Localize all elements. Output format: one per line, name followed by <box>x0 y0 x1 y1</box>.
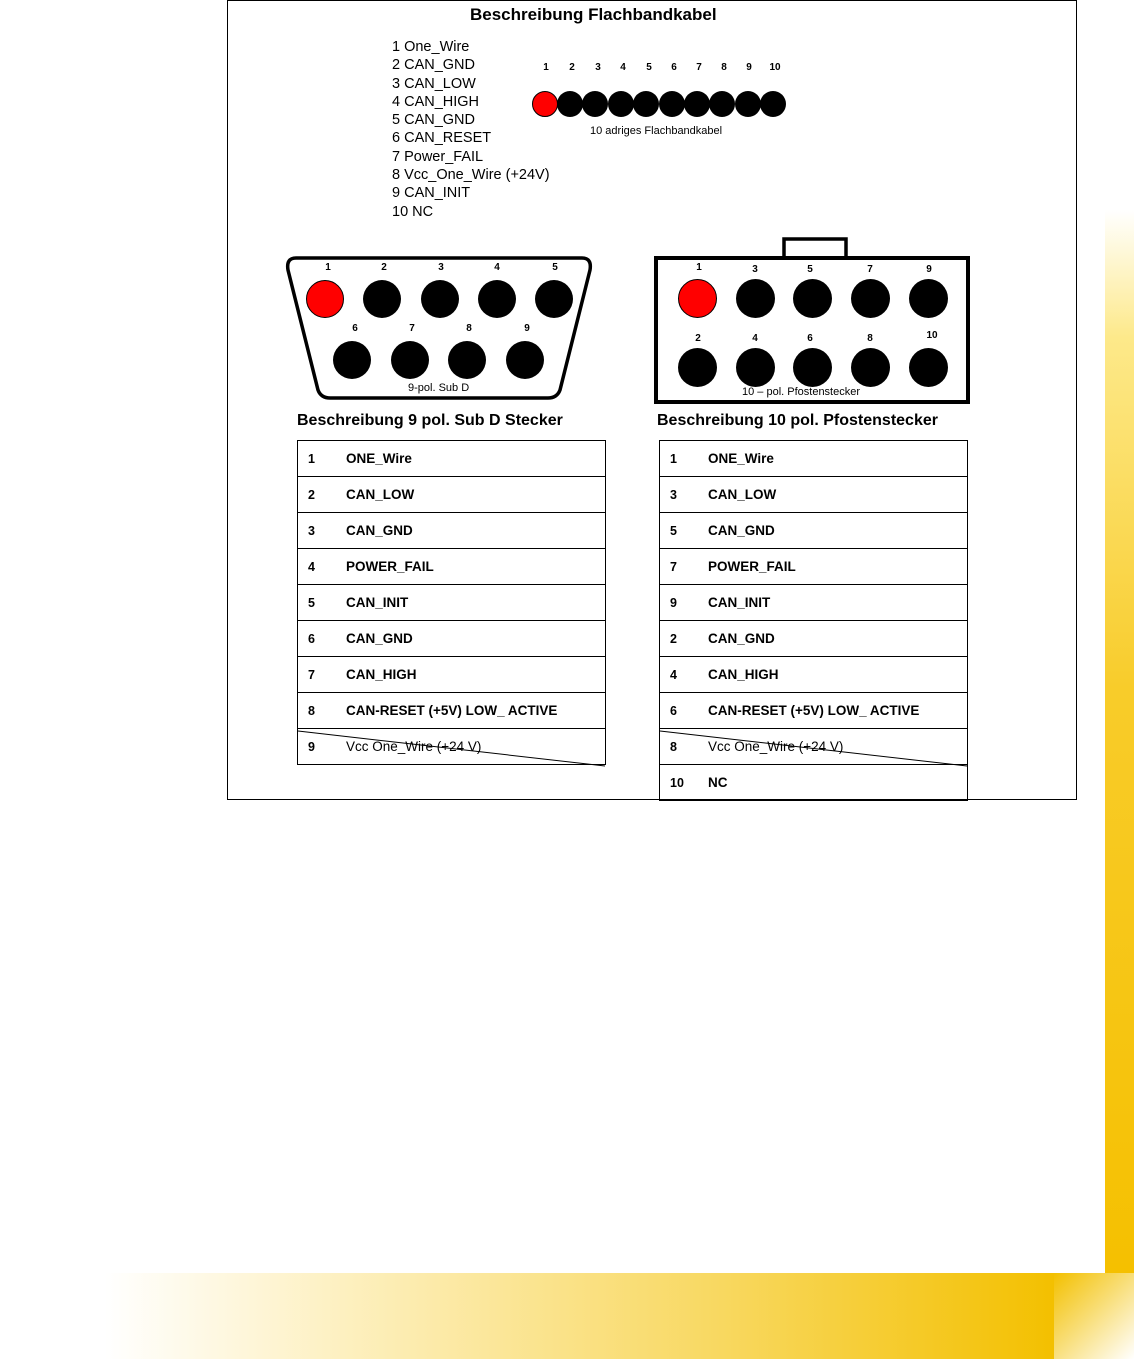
pin-number-cell: 10 <box>660 765 691 801</box>
subd-pin <box>478 280 516 318</box>
subd-pin-number: 5 <box>552 262 558 273</box>
subd-strike-line <box>297 730 606 767</box>
table-row <box>660 621 968 657</box>
pfosten-heading: Beschreibung 10 pol. Pfostenstecker <box>657 412 938 429</box>
ribbon-pin <box>557 91 583 117</box>
pin-number-cell: 2 <box>298 477 329 513</box>
pin-number-cell: 3 <box>298 513 329 549</box>
table-row <box>660 657 968 693</box>
ribbon-pin-number: 7 <box>696 62 702 73</box>
pin-number-cell: 1 <box>298 441 329 477</box>
signal-cell <box>690 693 968 729</box>
pin-number-cell: 5 <box>660 513 691 549</box>
ribbon-pin-list-item: 6 CAN_RESET <box>392 130 492 147</box>
signal-cell: CAN_GND <box>328 621 606 657</box>
pin-number-cell: 7 <box>298 657 329 693</box>
ribbon-pin <box>608 91 634 117</box>
subd-connector-label: 9-pol. Sub D <box>408 382 470 394</box>
subd-pin-number: 2 <box>381 262 387 273</box>
subd-pin-number: 9 <box>524 323 530 334</box>
signal-cell: CAN_GND <box>690 621 968 657</box>
table-row <box>660 441 968 477</box>
pin-number-cell: 4 <box>298 549 329 585</box>
table-row <box>298 585 606 621</box>
ribbon-pin-number: 6 <box>671 62 677 73</box>
pin-number-cell: 9 <box>660 585 691 621</box>
pin-number-cell: 6 <box>298 621 329 657</box>
pfosten-pin-number: 3 <box>752 264 758 275</box>
subd-pin <box>363 280 401 318</box>
subd-pin-number: 3 <box>438 262 444 273</box>
pfosten-pin <box>851 348 890 387</box>
subd-pin <box>333 341 371 379</box>
ribbon-cable-label: 10 adriges Flachbandkabel <box>590 125 723 137</box>
table-row <box>660 765 968 801</box>
subd-pin <box>506 341 544 379</box>
pin-number-cell: 2 <box>660 621 691 657</box>
pfosten-pin-number: 5 <box>807 264 813 275</box>
pfosten-pin <box>793 279 832 318</box>
ribbon-pin-number: 9 <box>746 62 752 73</box>
ribbon-pin-list-item: 4 CAN_HIGH <box>392 93 480 110</box>
pfosten-pin-number: 6 <box>807 333 813 344</box>
pfosten-pin <box>736 279 775 318</box>
signal-cell: Vcc One_Wire (+24 V) <box>328 729 606 765</box>
ribbon-pin <box>659 91 685 117</box>
signal-text: CAN-RESET <box>708 703 787 718</box>
subd-pin <box>448 341 486 379</box>
signal-cell: NC <box>690 765 968 801</box>
pin-number-cell: 1 <box>660 441 691 477</box>
ribbon-pin <box>582 91 608 117</box>
ribbon-pin-list <box>392 38 550 221</box>
table-row <box>660 513 968 549</box>
signal-cell: CAN_INIT <box>690 585 968 621</box>
pin-number-cell: 5 <box>298 585 329 621</box>
table-row <box>298 621 606 657</box>
subd-pin-number: 6 <box>352 323 358 334</box>
table-row <box>660 549 968 585</box>
pfosten-pin <box>909 348 948 387</box>
pin-number-cell: 9 <box>298 729 329 765</box>
table-row <box>660 585 968 621</box>
pfosten-pin <box>909 279 948 318</box>
ribbon-pin-list-item: 2 CAN_GND <box>392 57 475 74</box>
signal-cell: POWER_FAIL <box>328 549 606 585</box>
ribbon-pin-list-item: 8 Vcc_One_Wire (+24V) <box>392 167 550 184</box>
ribbon-pin <box>633 91 659 117</box>
signal-extra-text: (+5V) LOW_ ACTIVE <box>790 703 920 718</box>
table-row <box>298 693 606 729</box>
pfosten-pin-number: 1 <box>696 262 702 273</box>
pfosten-connector-label: 10 – pol. Pfostenstecker <box>742 386 861 398</box>
signal-cell: CAN_HIGH <box>690 657 968 693</box>
pfosten-pin-number: 7 <box>867 264 873 275</box>
pfosten-pin-number: 9 <box>926 264 932 275</box>
table-row <box>298 513 606 549</box>
yellow-gradient-bottom <box>105 1273 1054 1359</box>
table-row <box>298 657 606 693</box>
table-row <box>298 549 606 585</box>
signal-cell: CAN_GND <box>690 513 968 549</box>
table-row <box>298 477 606 513</box>
subd-pin <box>535 280 573 318</box>
subd-pin-1-red <box>306 280 344 318</box>
subd-pin-number: 7 <box>409 323 415 334</box>
subd-pin <box>421 280 459 318</box>
yellow-gradient-right <box>1105 210 1134 1273</box>
signal-cell: CAN_INIT <box>328 585 606 621</box>
pfosten-pin-number: 2 <box>695 333 701 344</box>
table-row <box>298 441 606 477</box>
ribbon-pin <box>684 91 710 117</box>
pin-number-cell: 7 <box>660 549 691 585</box>
subd-pin-table <box>297 440 606 765</box>
ribbon-pin-number: 2 <box>569 62 575 73</box>
pfosten-pin <box>851 279 890 318</box>
signal-cell: ONE_Wire <box>690 441 968 477</box>
ribbon-pin-list-item: 9 CAN_INIT <box>392 185 471 202</box>
signal-cell: Vcc One_Wire (+24 V) <box>690 729 968 765</box>
ribbon-pin-list-item: 3 CAN_LOW <box>392 75 476 92</box>
subd-pin-number: 1 <box>325 262 331 273</box>
signal-cell: CAN_LOW <box>328 477 606 513</box>
ribbon-pin-list-item: 7 Power_FAIL <box>392 148 484 165</box>
subd-pin <box>391 341 429 379</box>
pfosten-pin <box>678 348 717 387</box>
yellow-gradient-corner <box>1054 1273 1134 1359</box>
pfosten-pin <box>736 348 775 387</box>
ribbon-pin-number: 1 <box>543 62 549 73</box>
ribbon-pin-number: 4 <box>620 62 626 73</box>
subd-heading: Beschreibung 9 pol. Sub D Stecker <box>297 412 563 429</box>
signal-cell: CAN_HIGH <box>328 657 606 693</box>
pin-number-cell: 8 <box>660 729 691 765</box>
page-title: Beschreibung Flachbandkabel <box>470 5 717 24</box>
pfosten-pin-number: 10 <box>926 330 938 341</box>
pfosten-strike-line <box>659 730 968 767</box>
pfosten-pin-number: 8 <box>867 333 873 344</box>
pfosten-pin-1-red <box>678 279 717 318</box>
signal-cell: ONE_Wire <box>328 441 606 477</box>
ribbon-pin <box>760 91 786 117</box>
pin-number-cell: 3 <box>660 477 691 513</box>
signal-cell: CAN_GND <box>328 513 606 549</box>
pin-number-cell: 8 <box>298 693 329 729</box>
pin-number-cell: 4 <box>660 657 691 693</box>
subd-pin-number: 4 <box>494 262 500 273</box>
ribbon-pin-number: 10 <box>769 62 781 73</box>
table-row <box>660 477 968 513</box>
signal-cell: CAN_LOW <box>690 477 968 513</box>
ribbon-pin-list-item: 1 One_Wire <box>392 39 470 55</box>
pfosten-pin <box>793 348 832 387</box>
signal-text: CAN-RESET <box>346 703 425 718</box>
signal-extra-text: (+5V) LOW_ ACTIVE <box>428 703 558 718</box>
subd-pin-number: 8 <box>466 323 472 334</box>
ribbon-pin-1-red <box>532 91 558 117</box>
ribbon-pin <box>735 91 761 117</box>
ribbon-pin-number: 5 <box>646 62 652 73</box>
pin-number-cell: 6 <box>660 693 691 729</box>
ribbon-pin-number: 8 <box>721 62 727 73</box>
pfosten-pin-number: 4 <box>752 333 758 344</box>
ribbon-pin-list-item: 5 CAN_GND <box>392 112 475 129</box>
signal-cell <box>328 693 606 729</box>
ribbon-pin-list-item: 10 NC <box>392 203 434 220</box>
table-row <box>660 693 968 729</box>
ribbon-pin-number: 3 <box>595 62 601 73</box>
signal-cell: POWER_FAIL <box>690 549 968 585</box>
ribbon-pin <box>709 91 735 117</box>
